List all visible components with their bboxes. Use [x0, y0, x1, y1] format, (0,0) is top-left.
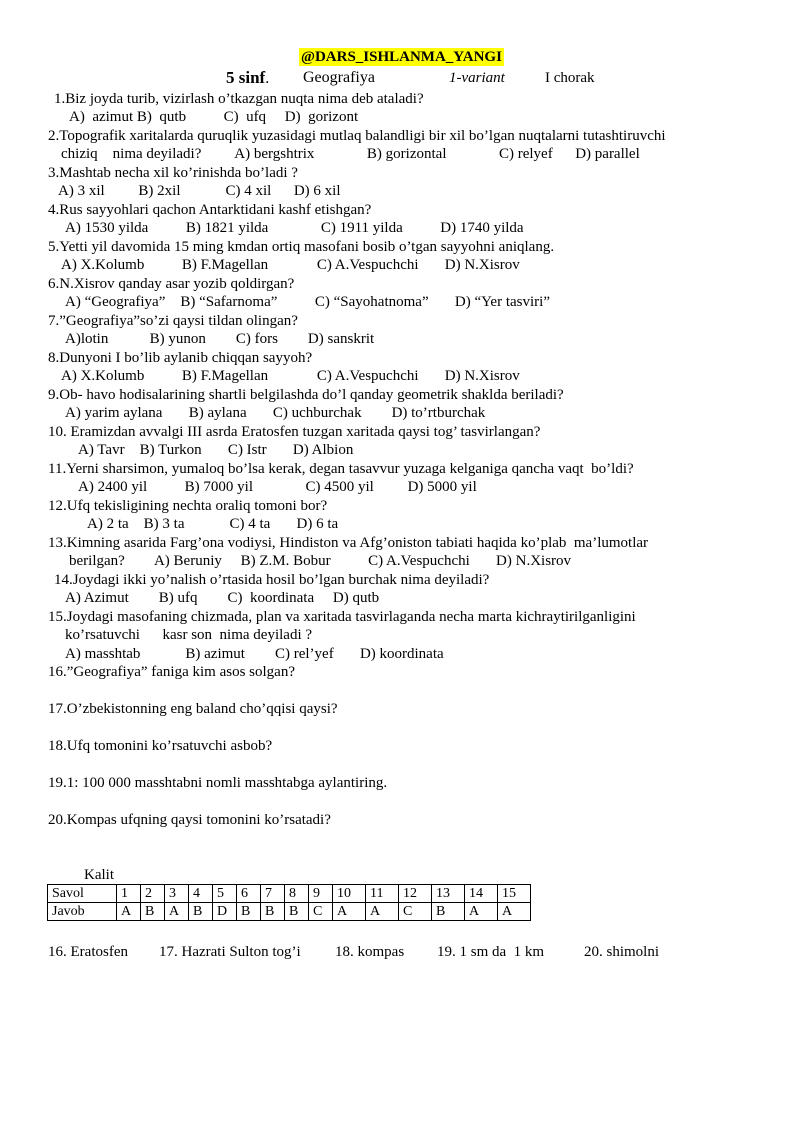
question-line: A) 2 ta B) 3 ta C) 4 ta D) 6 ta [87, 516, 339, 532]
key-question-cell: 13 [432, 885, 465, 903]
question-line: 14.Joydagi ikki yo’nalish o’rtasida hosil bo’lgan burchak nima deyiladi? [54, 572, 490, 588]
key-question-cell: 10 [333, 885, 366, 903]
grade-label: 5 sinf [226, 68, 266, 87]
question-line: 2.Topografik xaritalarda quruqlik yuzasidagi mutlaq balandligi bir xil bo’lgan nuqtalarni tutashtiruvchi [48, 128, 666, 144]
question-line: A)lotin B) yunon C) fors D) sanskrit [65, 331, 375, 347]
subject-heading: Geografiya [303, 69, 375, 86]
key-answer-cell: C [309, 903, 333, 921]
key-question-cell: 11 [366, 885, 399, 903]
open-answer: 20. shimolni [584, 944, 660, 960]
key-question-cell: 12 [399, 885, 432, 903]
key-question-cell: 5 [213, 885, 237, 903]
question-line: 19.1: 100 000 masshtabni nomli masshtabga aylantiring. [48, 775, 388, 791]
key-answer-cell: A [333, 903, 366, 921]
quarter-label: I chorak [545, 70, 595, 86]
question-line: A) 1530 yilda B) 1821 yilda C) 1911 yilda D) 1740 yilda [65, 220, 524, 236]
question-line: 17.O’zbekistonning eng baland cho’qqisi qaysi? [48, 701, 338, 717]
question-line: berilgan? A) Beruniy B) Z.M. Bobur C) A.Vespuchchi D) N.Xisrov [69, 553, 572, 569]
open-answer: 18. kompas [335, 944, 405, 960]
key-row-questions [48, 885, 531, 903]
key-question-cell: 2 [141, 885, 165, 903]
question-line: 4.Rus sayyohlari qachon Antarktidani kashf etishgan? [48, 202, 372, 218]
key-answer-cell: B [285, 903, 309, 921]
key-question-cell: 15 [498, 885, 531, 903]
key-question-cell: 9 [309, 885, 333, 903]
key-answer-cell: A [465, 903, 498, 921]
question-line: 7.”Geografiya”so’zi qaysi tildan olingan? [48, 313, 298, 329]
question-line: A) “Geografiya” B) “Safarnoma” C) “Sayohatnoma” D) “Yer tasviri” [65, 294, 550, 310]
question-line: chiziq nima deyiladi? A) bergshtrix B) gorizontal C) relyef D) parallel [61, 146, 640, 162]
channel-tag: @DARS_ISHLANMA_YANGI [301, 49, 502, 65]
question-line: 3.Mashtab necha xil ko’rinishda bo’ladi ? [48, 165, 298, 181]
grade-heading: 5 sinf. [226, 68, 270, 87]
key-answer-cell: A [498, 903, 531, 921]
question-line: 10. Eramizdan avvalgi III asrda Eratosfen tuzgan xaritada qaysi tog’ tasvirlangan? [48, 424, 541, 440]
question-line: 9.Ob- havo hodisalarining shartli belgilashda do’l qanday geometrik shaklda beriladi? [48, 387, 564, 403]
key-answer-cell: B [141, 903, 165, 921]
key-question-cell: 14 [465, 885, 498, 903]
question-line: A) X.Kolumb B) F.Magellan C) A.Vespuchchi D) N.Xisrov [61, 257, 520, 273]
question-line: 15.Joydagi masofaning chizmada, plan va xaritada tasvirlaganda necha marta kichraytirilganligini [48, 609, 636, 625]
key-answer-cell: A [117, 903, 141, 921]
key-answer-cell: B [432, 903, 465, 921]
key-question-cell: 4 [189, 885, 213, 903]
key-row-label: Savol [48, 885, 117, 903]
key-question-cell: 6 [237, 885, 261, 903]
key-answer-cell: B [261, 903, 285, 921]
question-line: 8.Dunyoni I bo’lib aylanib chiqqan sayyoh? [48, 350, 313, 366]
question-line: A) 3 xil B) 2xil C) 4 xil D) 6 xil [58, 183, 341, 199]
key-question-cell: 7 [261, 885, 285, 903]
key-answer-cell: C [399, 903, 432, 921]
key-row-label: Javob [48, 903, 117, 921]
question-line: 12.Ufq tekisligining nechta oraliq tomoni bor? [48, 498, 328, 514]
question-line: A) X.Kolumb B) F.Magellan C) A.Vespuchchi D) N.Xisrov [61, 368, 520, 384]
question-line: A) Azimut B) ufq C) koordinata D) qutb [65, 590, 380, 606]
question-line: 16.”Geografiya” faniga kim asos solgan? [48, 664, 295, 680]
key-answer-cell: B [237, 903, 261, 921]
question-line: 20.Kompas ufqning qaysi tomonini ko’rsatadi? [48, 812, 331, 828]
question-line: A) 2400 yil B) 7000 yil C) 4500 yil D) 5000 yil [78, 479, 477, 495]
question-line: 6.N.Xisrov qanday asar yozib qoldirgan? [48, 276, 295, 292]
key-title: Kalit [84, 867, 114, 883]
question-line: A) azimut B) qutb C) ufq D) gorizont [69, 109, 359, 125]
key-answer-cell: D [213, 903, 237, 921]
question-line: A) masshtab B) azimut C) rel’yef D) koordinata [65, 646, 444, 662]
open-answer: 17. Hazrati Sulton tog’i [159, 944, 301, 960]
question-line: 5.Yetti yil davomida 15 ming kmdan ortiq masofani bosib o’tgan sayyohni aniqlang. [48, 239, 555, 255]
open-answer: 16. Eratosfen [48, 944, 128, 960]
key-question-cell: 3 [165, 885, 189, 903]
question-line: 1.Biz joyda turib, vizirlash o’tkazgan nuqta nima deb ataladi? [54, 91, 424, 107]
variant-label: 1-variant [449, 70, 505, 86]
question-line: 11.Yerni sharsimon, yumaloq bo’lsa kerak, degan tasavvur yuzaga kelganiga qancha vaqt bo’ldi? [48, 461, 634, 477]
key-answer-cell: B [189, 903, 213, 921]
question-line: A) yarim aylana B) aylana C) uchburchak D) to’rtburchak [65, 405, 486, 421]
key-answer-cell: A [366, 903, 399, 921]
question-line: ko’rsatuvchi kasr son nima deyiladi ? [65, 627, 313, 643]
key-question-cell: 1 [117, 885, 141, 903]
open-answer: 19. 1 sm da 1 km [437, 944, 545, 960]
key-row-answers [48, 903, 531, 921]
key-answer-cell: A [165, 903, 189, 921]
question-line: A) Tavr B) Turkon C) Istr D) Albion [78, 442, 354, 458]
question-line: 18.Ufq tomonini ko’rsatuvchi asbob? [48, 738, 273, 754]
key-question-cell: 8 [285, 885, 309, 903]
question-line: 13.Kimning asarida Farg’ona vodiysi, Hindiston va Afg’oniston tabiati haqida ko’plab ma’lumotlar [48, 535, 649, 551]
answer-key-table [47, 884, 531, 921]
